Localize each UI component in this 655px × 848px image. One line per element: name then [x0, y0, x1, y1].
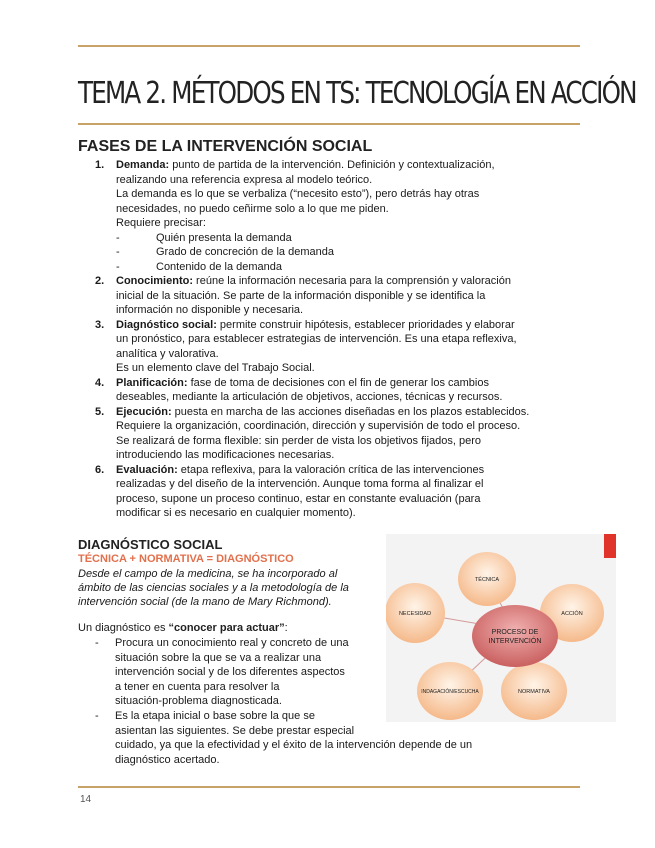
fase-term: Evaluación: [116, 463, 178, 476]
fase-item [95, 318, 585, 376]
fase-number: 2. [95, 275, 105, 287]
fase-line [116, 158, 585, 173]
node-label: NECESIDAD [398, 611, 432, 617]
bullet-line: a tener en cuenta para resolver la [115, 680, 280, 693]
bullet-line: intervención social y de los diferentes aspectos [115, 666, 345, 678]
bullet-line: cuidado, ya que la efectividad y el éxito de la intervención depende de un [115, 739, 473, 751]
center-label: INTERVENCIÓN [488, 638, 542, 645]
diagnostico-formula: TÉCNICA + NORMATIVA = DIAGNÓSTICO [78, 553, 294, 565]
fase-line [116, 463, 585, 478]
fase-subitem-text: Contenido de la demanda [156, 260, 282, 273]
fase-line [116, 318, 585, 333]
fase-line: realizadas y del diseño de la intervención. Aunque toma forma al finalizar el [116, 478, 484, 490]
fase-subitem [116, 231, 585, 246]
fase-term: Demanda: [116, 159, 170, 171]
fase-subitem-text: Quién presenta la demanda [156, 231, 292, 244]
definition-bold: “conocer para actuar” [168, 622, 285, 634]
page-number: 14 [80, 794, 92, 805]
fase-number: 5. [95, 405, 105, 418]
fase-line-text: punto de partida de la intervención. Definición y contextualización, [169, 159, 495, 171]
fase-line: realizando una referencia expresa al modelo teórico. [116, 173, 373, 186]
fase-line: inicial de la situación. Se parte de la información disponible y se identifica la [116, 289, 486, 302]
process-diagram-svg [386, 534, 616, 722]
fase-line-text: fase de toma de decisiones con el fin de generar los cambios [187, 376, 489, 389]
fase-number: 4. [95, 376, 105, 389]
fase-line: un pronóstico, para establecer estrategias de intervención. Es una etapa reflexiva, [116, 333, 517, 345]
fase-line-text: puesta en marcha de las acciones diseñadas en los plazos establecidos. [171, 405, 530, 418]
intro-line: intervención social (de la mano de Mary Richmond). [78, 596, 332, 608]
dash-icon: - [116, 246, 120, 258]
footer-rule [78, 786, 580, 788]
fase-number: 1. [95, 159, 105, 171]
fase-line: Es un elemento clave del Trabajo Social. [116, 362, 315, 374]
fase-line-text: reúne la información necesaria para la comprensión y valoración [193, 275, 511, 287]
bullet-line: asientan las siguientes. Se debe prestar especial [115, 724, 355, 737]
section-heading-fases: FASES DE LA INTERVENCIÓN SOCIAL [78, 138, 373, 155]
node-label: INDAGACIÓN/ESCUCHA [421, 689, 479, 695]
fases-list [95, 158, 585, 521]
dash-icon: - [116, 260, 120, 273]
dash-icon: - [116, 231, 120, 244]
fase-line: modificar si es necesario en cualquier momento). [116, 507, 356, 519]
definition-text: Un diagnóstico es [78, 622, 169, 634]
fase-item [95, 463, 585, 521]
node-label: NORMATIVA [518, 689, 550, 695]
fase-subitem [116, 260, 585, 275]
fase-line [116, 376, 585, 391]
fase-subitem [116, 245, 585, 260]
fase-line: Requiere precisar: [116, 217, 206, 229]
fase-number: 6. [95, 463, 105, 476]
intro-line: Desde el campo de la medicina, se ha incorporado al [78, 568, 338, 580]
diagnostico-intro [78, 567, 378, 609]
fase-subitem-text: Grado de concreción de la demanda [156, 246, 334, 258]
fase-line: proceso, supone un proceso continuo, estar en constante evaluación (para [116, 492, 481, 505]
fase-line: Requiere la organización, coordinación, dirección y supervisión de todo el proceso. [116, 420, 521, 432]
dash-icon: - [95, 710, 99, 722]
intro-line: ámbito de las ciencias sociales y a la metodología de la [78, 582, 349, 594]
fase-line-text: permite construir hipótesis, establecer prioridades y elaborar [216, 318, 515, 331]
fase-line: información no disponible y necesaria. [116, 304, 304, 316]
node-label: TÉCNICA [474, 577, 500, 583]
fase-term: Conocimiento: [116, 275, 193, 287]
fase-line: La demanda es lo que se verbaliza (“necesito esto”), pero detrás hay otras [116, 188, 480, 200]
bullet-line: situación-problema diagnosticada. [115, 695, 282, 707]
section-heading-diagnostico: DIAGNÓSTICO SOCIAL [78, 537, 223, 552]
bullet-line: Es la etapa inicial o base sobre la que se [115, 710, 315, 722]
fase-line: necesidades, no puedo ceñirme solo a lo que me piden. [116, 202, 389, 215]
fase-line: deseables, mediante la articulación de objetivos, acciones, técnicas y recursos. [116, 391, 503, 403]
fase-item [95, 158, 585, 274]
page-title: TEMA 2. MÉTODOS EN TS: TECNOLOGÍA EN ACCIÓN [78, 76, 636, 111]
red-tab-marker [604, 534, 616, 558]
fase-item [95, 405, 585, 463]
fase-line [116, 274, 585, 289]
diagnostico-definition [78, 621, 378, 636]
bullet-line: situación sobre la que se va a realizar una [115, 651, 322, 664]
top-rule [78, 45, 580, 47]
bullet-line: Procura un conocimiento real y concreto de una [115, 637, 349, 649]
dash-icon: - [95, 637, 99, 649]
fase-line: Se realizará de forma flexible: sin perder de vista los objetivos fijados, pero [116, 434, 482, 447]
fase-line [116, 405, 585, 420]
fase-line-text: etapa reflexiva, para la valoración crítica de las intervenciones [177, 463, 485, 476]
bullet-line: diagnóstico acertado. [115, 753, 220, 766]
fase-line: analítica y valorativa. [116, 347, 219, 360]
fase-line: introduciendo las modificaciones necesarias. [116, 449, 335, 461]
fase-item [95, 274, 585, 318]
fase-term: Ejecución: [116, 405, 172, 418]
node-label: ACCIÓN [561, 611, 583, 617]
center-circle [472, 605, 558, 667]
definition-end: : [284, 622, 288, 634]
fase-term: Diagnóstico social: [116, 318, 217, 331]
fase-item [95, 376, 585, 405]
process-diagram [386, 534, 616, 722]
center-label: PROCESO DE [491, 629, 539, 636]
fase-term: Planificación: [116, 376, 188, 389]
fase-number: 3. [95, 318, 105, 331]
title-rule [78, 123, 580, 125]
